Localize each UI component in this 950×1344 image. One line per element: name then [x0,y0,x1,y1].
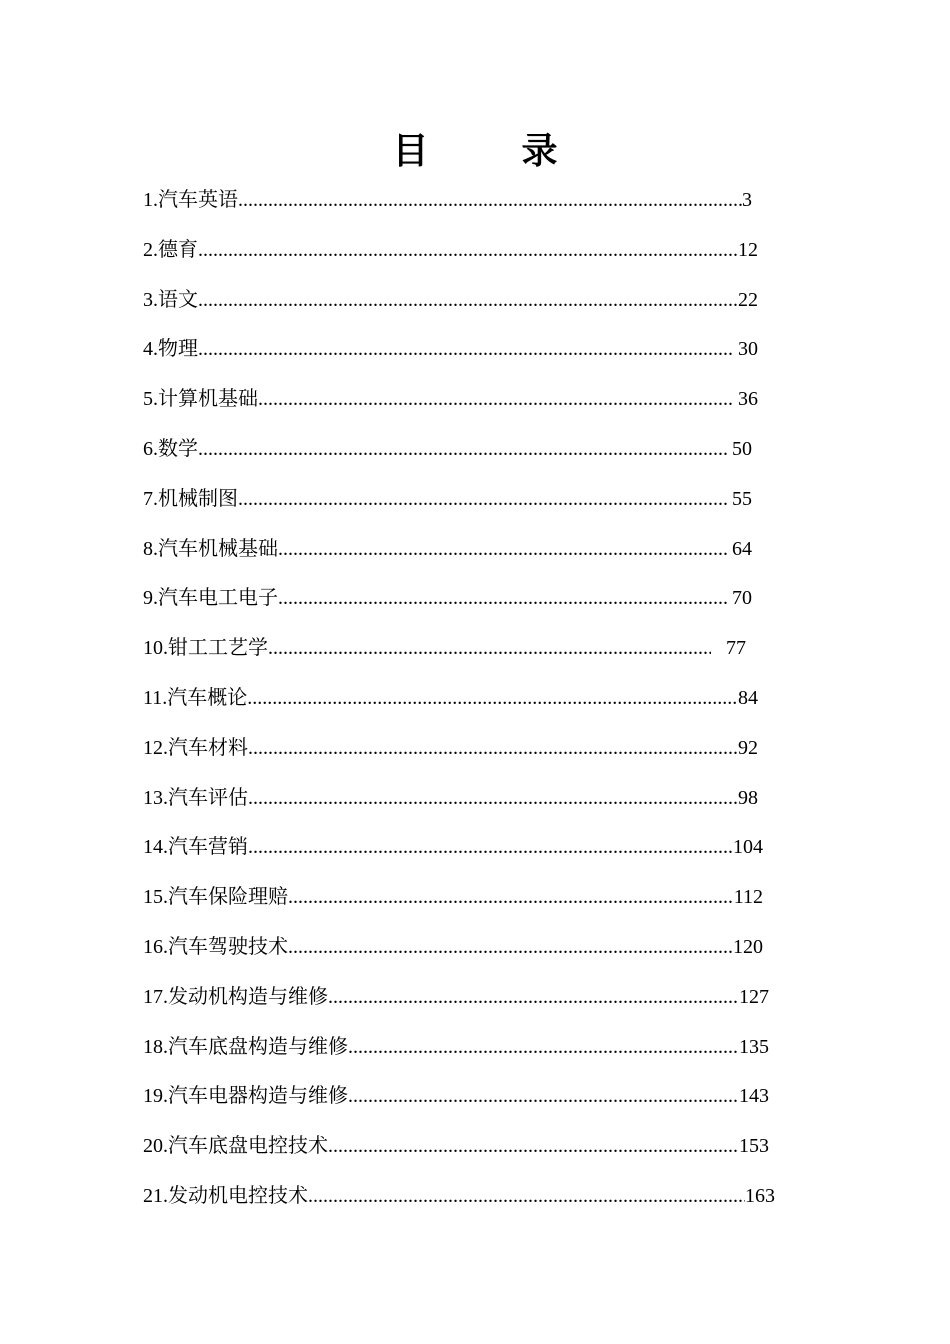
toc-entry-label: 5.计算机基础 [143,388,258,411]
toc-dot-leader [248,774,738,824]
toc-entry-label: 13.汽车评估 [143,786,248,809]
toc-entry-label: 7.机械制图 [143,487,238,510]
toc-dot-leader [258,375,733,425]
toc-dot-leader [238,475,727,525]
toc-entry-label: 18.汽车底盘构造与维修 [143,1035,348,1058]
toc-dot-leader [328,1122,739,1172]
toc-entry-label: 19.汽车电器构造与维修 [143,1085,348,1108]
toc-entry-label: 20.汽车底盘电控技术 [143,1135,328,1158]
toc-entry-label: 14.汽车营销 [143,836,248,859]
toc-entry-page-number: 64 [727,537,752,560]
toc-entry[interactable] [143,1122,769,1172]
toc-entry-page-number: 3 [742,189,752,211]
toc-entry-page-number: 92 [738,736,758,759]
toc-entry-page-number: 70 [727,587,752,610]
toc-entry-page-number: 143 [739,1085,769,1108]
toc-entry[interactable] [143,574,752,624]
toc-dot-leader [248,724,738,774]
toc-entry[interactable] [143,1072,769,1122]
toc-entry-label: 9.汽车电工电子 [143,587,278,610]
toc-entry-label: 11.汽车概论 [143,686,248,709]
toc-entry[interactable] [143,774,758,824]
toc-entry-page-number: 120 [733,935,763,958]
toc-entry-page-number: 127 [739,985,769,1008]
toc-entry-page-number: 84 [738,686,758,709]
toc-entry-label: 15.汽车保险理赔 [143,886,288,909]
toc-entry-page-number: 36 [733,388,758,411]
toc-dot-leader [278,574,727,624]
toc-entry-label: 1.汽车英语 [143,189,238,211]
toc-entry-label: 16.汽车驾驶技术 [143,935,288,958]
toc-dot-leader [198,425,727,475]
toc-entry[interactable] [143,923,763,973]
toc-entry[interactable] [143,823,763,873]
toc-dot-leader [348,1023,739,1073]
toc-entry[interactable] [143,375,758,425]
toc-entry[interactable] [143,226,758,276]
toc-entry-page-number: 153 [739,1135,769,1158]
toc-dot-leader [308,1172,745,1222]
toc-entry-page-number: 135 [739,1035,769,1058]
toc-entry[interactable] [143,624,746,674]
toc-dot-leader [288,923,733,973]
toc-entry-page-number: 22 [738,288,758,311]
toc-entry-label: 6.数学 [143,437,198,460]
toc-entry[interactable] [143,724,758,774]
toc-entry-label: 2.德育 [143,238,198,261]
toc-entry[interactable] [143,674,758,724]
toc-entry-page-number: 163 [745,1184,775,1207]
toc-entry-label: 3.语文 [143,288,198,311]
toc-dot-leader [288,873,734,923]
toc-dot-leader [348,1072,739,1122]
toc-entry[interactable] [143,276,758,326]
toc-entry[interactable] [143,425,752,475]
toc-dot-leader [268,624,711,674]
toc-entry[interactable] [143,325,758,375]
toc-dot-leader [247,674,738,724]
toc-entry[interactable] [143,973,769,1023]
toc-entry[interactable] [143,1023,769,1073]
toc-entry[interactable] [143,176,752,226]
toc-dot-leader [238,176,742,226]
toc-entry-label: 17.发动机构造与维修 [143,985,328,1008]
toc-entry-page-number: 112 [733,886,763,909]
toc-entry[interactable] [143,475,752,525]
toc-entry[interactable] [143,1172,775,1222]
toc-entry-label: 21.发动机电控技术 [143,1184,308,1207]
toc-entry-page-number: 12 [738,238,758,261]
toc-dot-leader [198,276,738,326]
toc-dot-leader [248,823,733,873]
toc-entry-label: 10.钳工工艺学 [143,637,268,660]
toc-dot-leader [198,325,733,375]
toc-entry-page-number: 104 [733,836,763,859]
toc-entry[interactable] [143,873,763,923]
toc-entry-page-number: 77 [711,637,746,660]
toc-entry-label: 12.汽车材料 [143,736,248,759]
toc-entry-label: 4.物理 [143,338,198,361]
toc-entry[interactable] [143,525,752,575]
table-of-contents [143,176,783,1222]
toc-dot-leader [198,226,738,276]
toc-dot-leader [328,973,739,1023]
toc-entry-page-number: 30 [733,338,758,361]
page-title: 目 录 [392,131,600,171]
toc-entry-page-number: 50 [727,437,752,460]
toc-entry-page-number: 55 [727,487,752,510]
toc-entry-label: 8.汽车机械基础 [143,537,278,560]
toc-dot-leader [278,525,727,575]
toc-entry-page-number: 98 [738,786,758,809]
